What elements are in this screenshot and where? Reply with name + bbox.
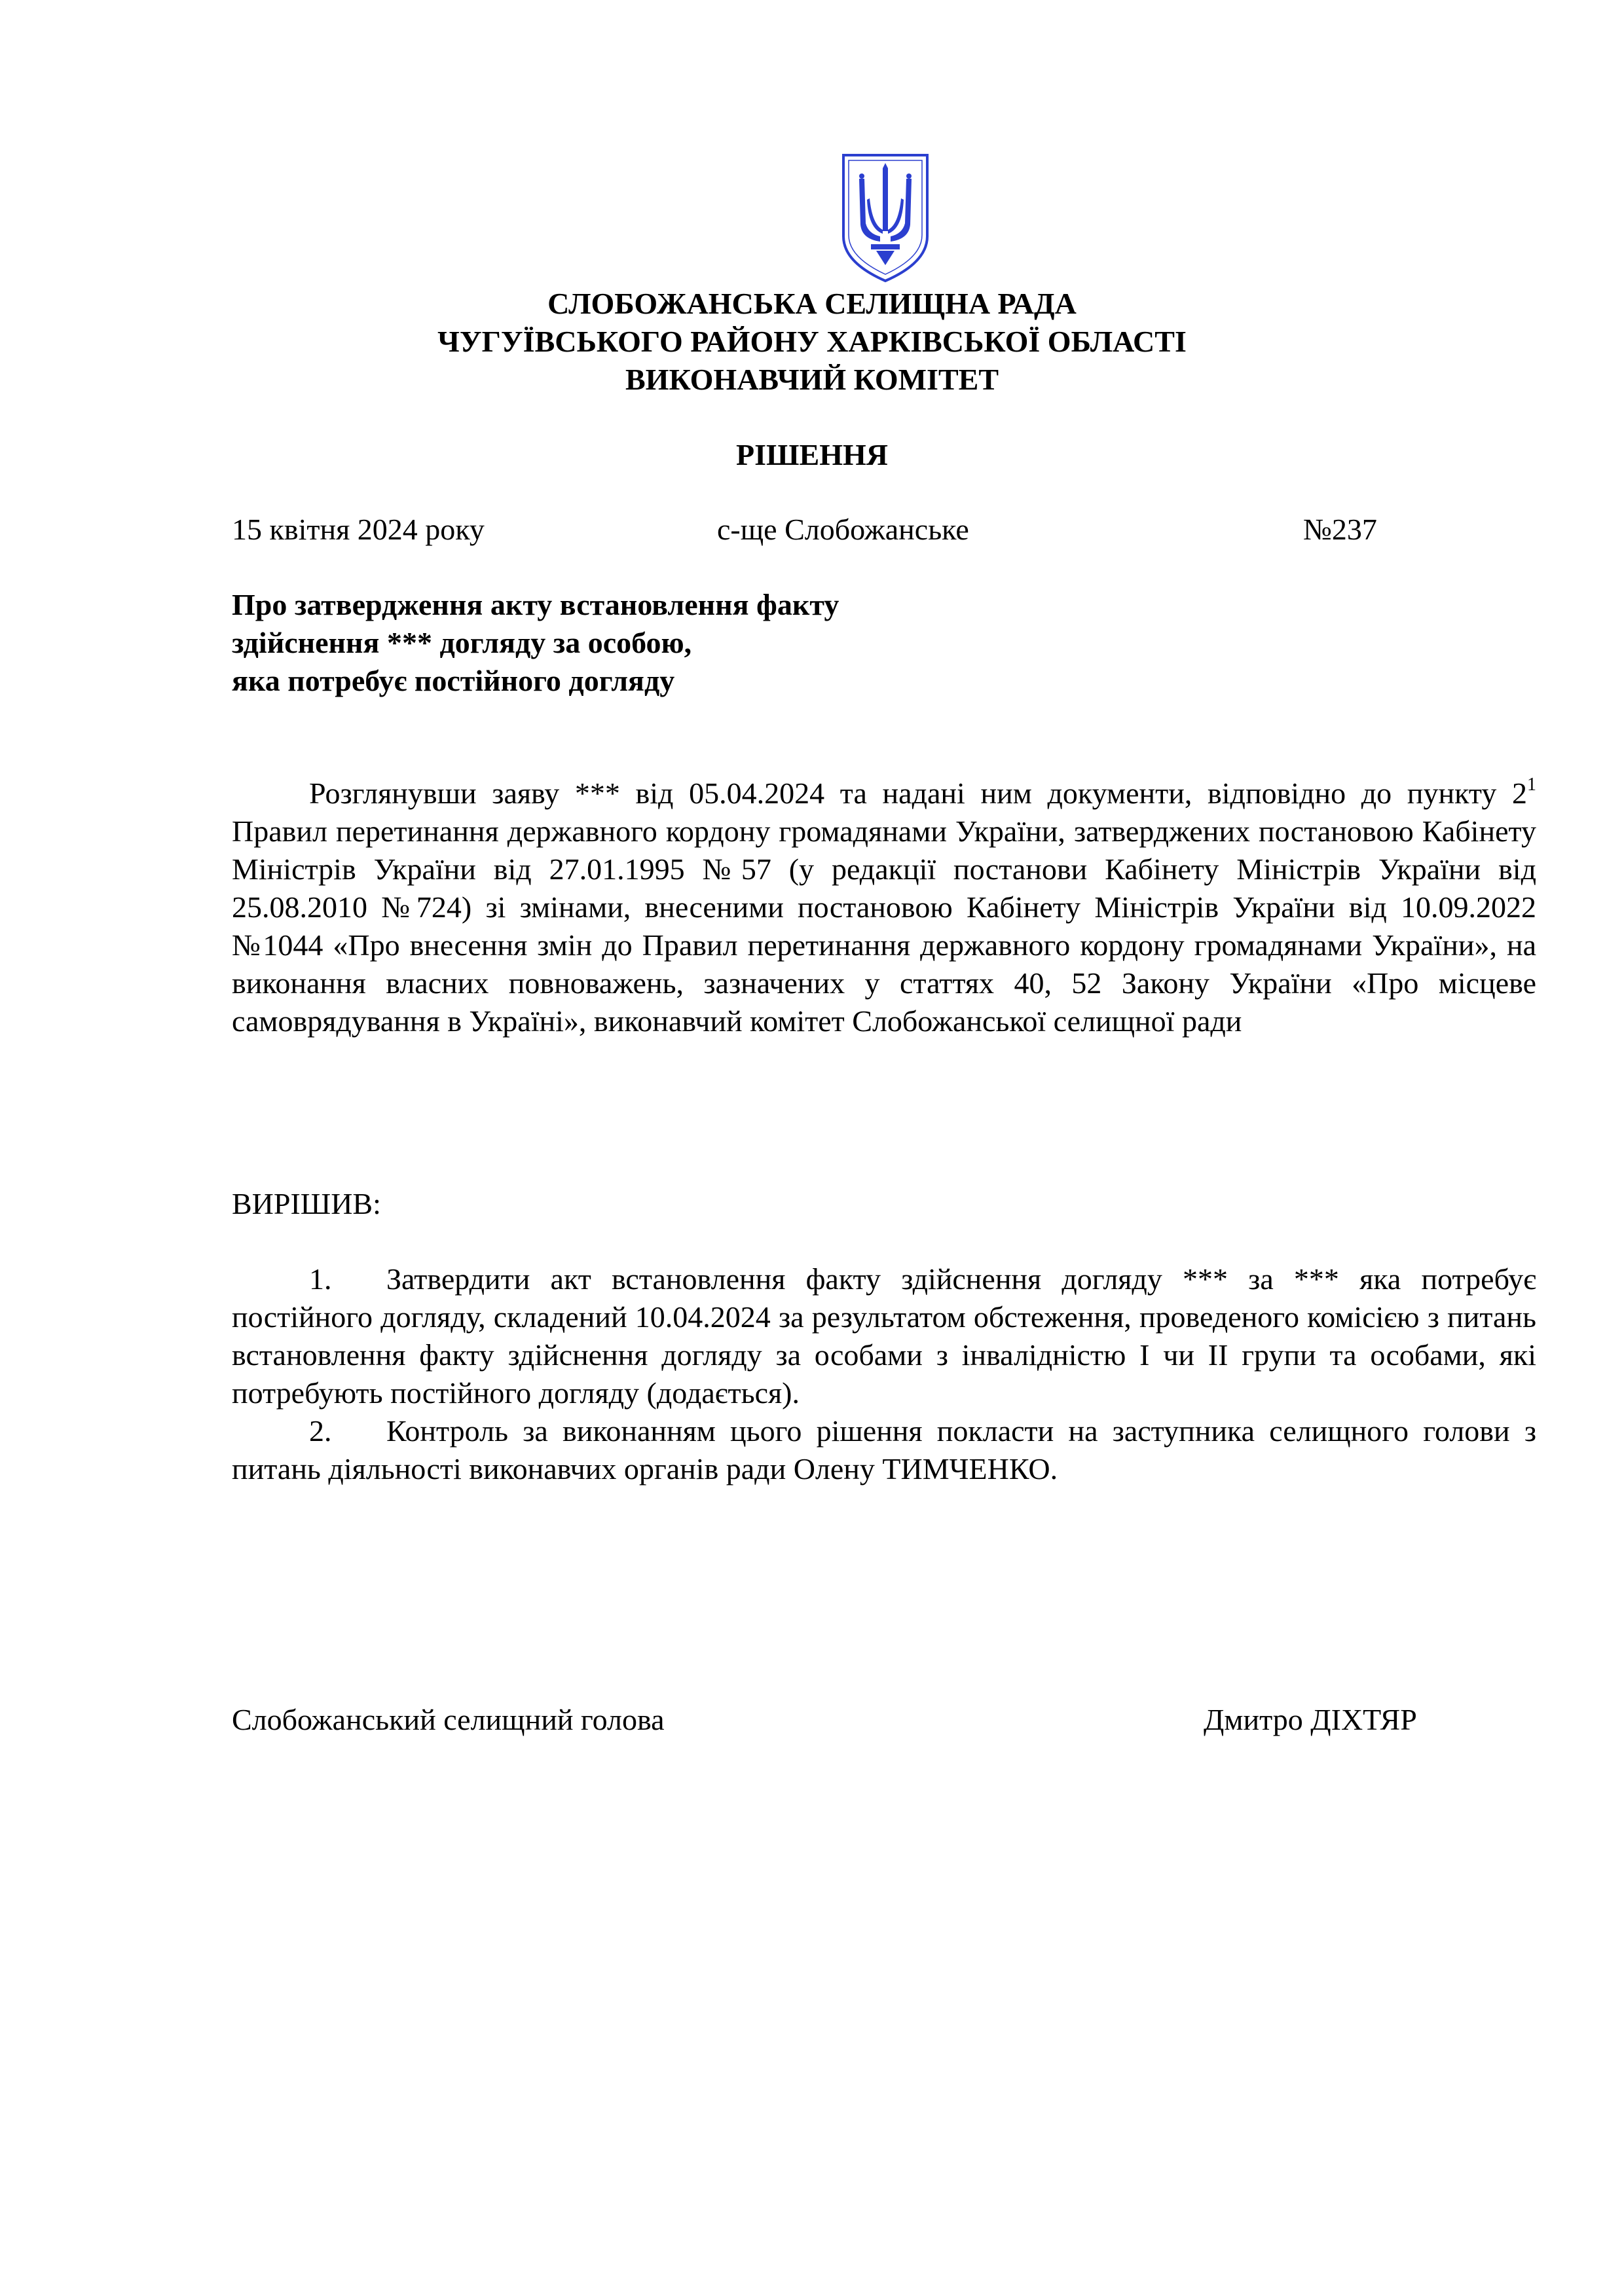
resolution-items: [232, 1260, 1536, 1488]
decision-subject: [232, 586, 1018, 700]
decision-place: с-ще Слобожанське: [717, 513, 969, 546]
council-name-line2: ЧУГУЇВСЬКОГО РАЙОНУ ХАРКІВСЬКОЇ ОБЛАСТІ: [437, 325, 1187, 358]
coat-of-arms-icon: [840, 153, 931, 283]
decision-number: №237: [1303, 513, 1377, 546]
item-text: Затвердити акт встановлення факту здійснення догляду *** за *** яка потребує постійного догляду, складений 10.04.2024 за результатом обстеження, проведеного комісією з питань встановлення факту здійснення догляду за особами з інвалідністю I чи II групи та особами, які потребують постійного догляду (додається).: [232, 1262, 1536, 1410]
resolved-label: ВИРІШИВ:: [232, 1187, 381, 1220]
subject-line: здійснення *** догляду за особою,: [232, 626, 692, 659]
subject-line: Про затвердження акту встановлення факту: [232, 588, 840, 621]
document-type-title: РІШЕННЯ: [736, 438, 888, 471]
preamble-superscript: 1: [1527, 774, 1536, 795]
council-name-line1: СЛОБОЖАНСЬКА СЕЛИЩНА РАДА: [547, 287, 1077, 320]
preamble-paragraph: [232, 774, 1536, 1040]
resolution-item: [232, 1412, 1536, 1488]
signatory-name: Дмитро ДІХТЯР: [1204, 1703, 1417, 1736]
council-name-line3: ВИКОНАВЧИЙ КОМІТЕТ: [625, 363, 999, 396]
resolution-item: [232, 1260, 1536, 1412]
signatory-position: Слобожанський селищний голова: [232, 1703, 665, 1736]
item-text: Контроль за виконанням цього рішення покласти на заступника селищного голови з питань діяльності виконавчих органів ради Олену ТИМЧЕНКО.: [232, 1414, 1536, 1485]
item-number: 1.: [309, 1262, 332, 1296]
preamble-text-part2: Правил перетинання державного кордону громадянами України, затверджених постановою Кабінету Міністрів України від 27.01.1995 №57 (у редакції постанови Кабінету Міністрів України від 25.08.2010 №724) зі змінами, внесеними постановою Кабінету Міністрів України від 10.09.2022 №1044 «Про внесення змін до Правил перетинання державного кордону громадянами України», на виконання власних повноважень, зазначених у статтях 40, 52 Закону України «Про місцеве самоврядування в Україні», виконавчий комітет Слобожанської селищної ради: [232, 814, 1536, 1038]
subject-line: яка потребує постійного догляду: [232, 664, 675, 697]
decision-date: 15 квітня 2024 року: [232, 513, 485, 546]
item-number: 2.: [309, 1414, 332, 1448]
preamble-text-part1: Розглянувши заяву *** від 05.04.2024 та надані ним документи, відповідно до пункту 2: [309, 776, 1527, 810]
